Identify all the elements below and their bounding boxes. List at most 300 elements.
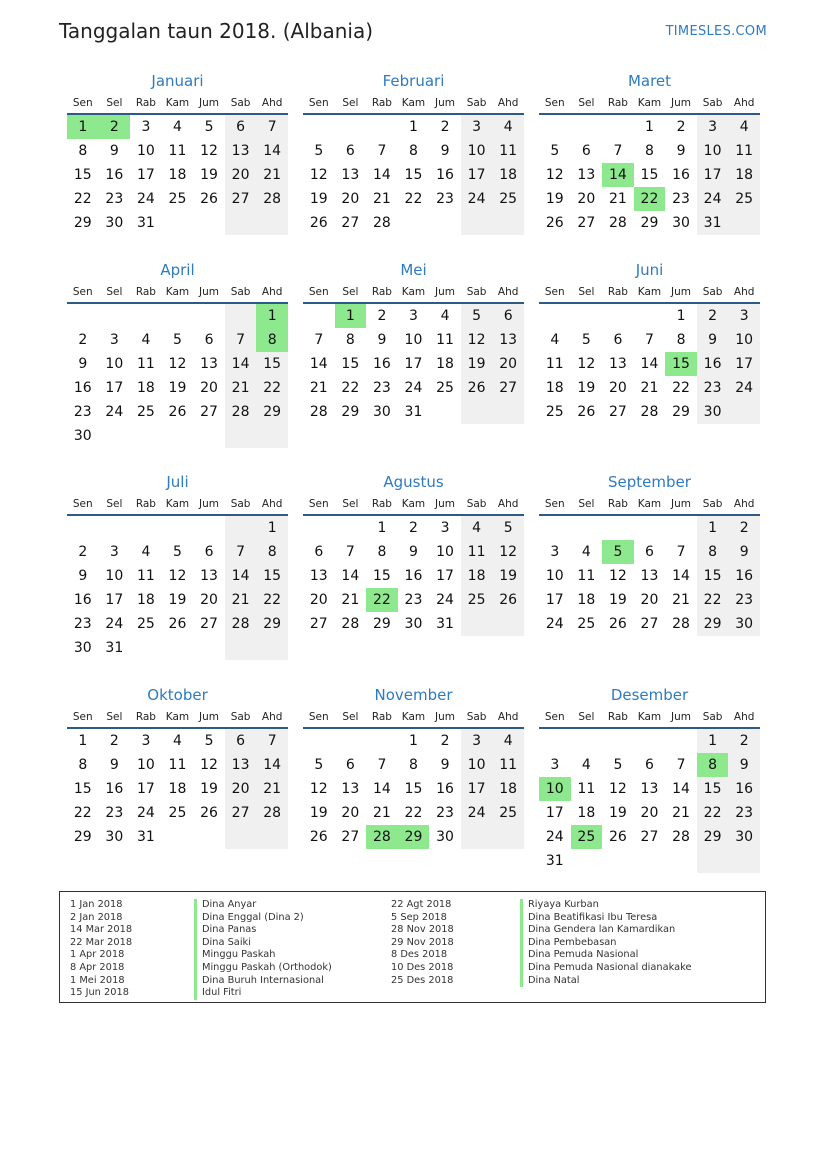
month-september	[539, 472, 760, 636]
empty-cell	[539, 304, 571, 328]
day-cell: 5	[204, 733, 214, 749]
weekday-label: Rab	[135, 498, 156, 510]
day-cell: 13	[225, 753, 257, 777]
day-cell: 3	[141, 119, 151, 135]
month-juli	[67, 472, 288, 660]
day-cell: 1	[409, 119, 418, 135]
empty-cell	[67, 516, 99, 540]
empty-cell	[728, 849, 760, 873]
empty-cell	[492, 400, 524, 424]
month-maret	[539, 71, 760, 235]
day-cell: 4	[141, 332, 151, 348]
day-cell: 29	[672, 404, 690, 420]
weekday-label: Sab	[702, 498, 723, 510]
empty-cell	[303, 115, 335, 139]
day-cell: 20	[608, 380, 627, 396]
legend-holiday-name: Dina Beatifikasi Ibu Teresa	[520, 912, 691, 925]
legend-date: 10 Des 2018	[391, 961, 454, 973]
day-cell: 13	[309, 568, 328, 584]
day-cell: 21	[672, 592, 690, 608]
day-cell: 2	[697, 304, 729, 328]
day-cell: 17	[461, 163, 493, 187]
weekday-label: Rab	[135, 97, 156, 109]
day-cell: 13	[492, 328, 524, 352]
day-cell: 2	[78, 544, 88, 560]
weekday-label: Sel	[578, 498, 595, 510]
month-name: Maret	[627, 72, 672, 90]
day-cell: 6	[492, 304, 524, 328]
day-cell: 13	[225, 139, 257, 163]
day-cell: 24	[461, 187, 493, 211]
weekday-label: Ahd	[261, 711, 283, 723]
day-cell: 22	[672, 380, 690, 396]
day-cell: 9	[440, 143, 450, 159]
day-cell: 6	[225, 115, 257, 139]
weekday-label: Sel	[106, 97, 123, 109]
empty-cell	[398, 211, 430, 235]
empty-cell	[303, 729, 335, 753]
weekday-header	[539, 496, 760, 513]
day-cell: 20	[577, 191, 596, 207]
day-cell: 17	[105, 592, 124, 608]
empty-cell	[193, 516, 225, 540]
day-cell: 19	[168, 380, 187, 396]
weekday-label: Sab	[466, 498, 487, 510]
month-november	[303, 685, 524, 849]
weekday-label: Sen	[308, 97, 329, 109]
day-grid	[539, 115, 760, 235]
day-cell: 12	[309, 167, 328, 183]
day-cell: 4	[581, 757, 591, 773]
holiday-day-cell: 1	[67, 115, 99, 139]
day-cell: 7	[256, 729, 288, 753]
weekday-label: Sel	[578, 711, 595, 723]
day-cell: 29	[256, 612, 288, 636]
holiday-day-cell: 22	[634, 187, 666, 211]
weekday-label: Kam	[401, 711, 426, 723]
empty-cell	[225, 424, 257, 448]
day-cell: 23	[697, 376, 729, 400]
month-name: Oktober	[147, 686, 208, 704]
day-cell: 18	[492, 777, 524, 801]
day-cell: 1	[676, 308, 686, 324]
day-cell: 19	[577, 380, 596, 396]
day-cell: 26	[168, 404, 187, 420]
day-cell: 8	[409, 757, 418, 773]
day-cell: 9	[377, 332, 387, 348]
day-cell: 18	[728, 163, 760, 187]
day-cell: 18	[136, 380, 155, 396]
day-cell: 3	[109, 544, 119, 560]
day-cell: 8	[377, 544, 387, 560]
day-cell: 24	[436, 592, 454, 608]
day-cell: 9	[78, 356, 88, 372]
day-cell: 6	[204, 332, 214, 348]
day-cell: 11	[728, 139, 760, 163]
day-cell: 23	[672, 191, 690, 207]
empty-cell	[366, 115, 398, 139]
legend-date: 1 Mei 2018	[70, 974, 125, 986]
weekday-label: Ahd	[261, 498, 283, 510]
weekday-label: Sen	[72, 286, 93, 298]
day-grid	[303, 115, 524, 235]
empty-cell	[256, 424, 288, 448]
day-cell: 8	[345, 332, 355, 348]
day-cell: 27	[577, 215, 596, 231]
day-grid	[67, 729, 288, 849]
empty-cell	[539, 729, 571, 753]
day-cell: 30	[728, 825, 760, 849]
day-cell: 21	[640, 380, 659, 396]
day-cell: 16	[436, 167, 454, 183]
weekday-label: Ahd	[497, 498, 519, 510]
day-cell: 31	[436, 616, 454, 632]
day-grid	[67, 516, 288, 660]
day-cell: 8	[256, 540, 288, 564]
legend-dates-col-1	[70, 899, 132, 1000]
legend-holiday-name: Minggu Paskah	[194, 949, 332, 962]
empty-cell	[571, 849, 603, 873]
empty-cell	[256, 211, 288, 235]
empty-cell	[130, 516, 162, 540]
site-logo-link[interactable]: TIMESLES.COM	[665, 24, 767, 39]
day-grid	[67, 304, 288, 448]
empty-cell	[602, 115, 634, 139]
day-cell: 12	[200, 757, 218, 773]
day-cell: 16	[728, 777, 760, 801]
weekday-header	[67, 496, 288, 513]
weekday-label: Sel	[342, 286, 359, 298]
holiday-day-cell: 2	[99, 115, 131, 139]
day-grid	[539, 516, 760, 636]
day-cell: 14	[672, 781, 690, 797]
empty-cell	[492, 211, 524, 235]
empty-cell	[193, 825, 225, 849]
empty-cell	[162, 516, 194, 540]
day-cell: 24	[404, 380, 423, 396]
weekday-label: Kam	[165, 97, 190, 109]
empty-cell	[602, 849, 634, 873]
day-cell: 23	[105, 191, 124, 207]
weekday-label: Ahd	[497, 286, 519, 298]
empty-cell	[67, 304, 99, 328]
day-cell: 18	[168, 167, 187, 183]
day-cell: 21	[225, 588, 257, 612]
day-cell: 19	[492, 564, 524, 588]
holiday-day-cell: 5	[602, 540, 634, 564]
month-name: April	[160, 261, 195, 279]
day-cell: 20	[225, 777, 257, 801]
empty-cell	[162, 825, 194, 849]
weekday-label: Jum	[671, 286, 692, 298]
day-cell: 3	[550, 544, 560, 560]
day-cell: 15	[404, 167, 423, 183]
day-cell: 23	[404, 592, 423, 608]
legend-holiday-name: Dina Saiki	[194, 937, 332, 950]
weekday-label: Ahd	[497, 97, 519, 109]
day-cell: 1	[697, 516, 729, 540]
empty-cell	[335, 516, 367, 540]
day-cell: 10	[728, 328, 760, 352]
day-cell: 31	[136, 215, 155, 231]
day-cell: 7	[345, 544, 355, 560]
weekday-label: Kam	[637, 286, 662, 298]
day-cell: 21	[225, 376, 257, 400]
day-cell: 6	[314, 544, 324, 560]
empty-cell	[366, 729, 398, 753]
day-cell: 17	[436, 568, 454, 584]
weekday-label: Sab	[466, 97, 487, 109]
day-cell: 18	[577, 805, 596, 821]
day-cell: 3	[440, 520, 450, 536]
day-cell: 18	[461, 564, 493, 588]
weekday-header	[539, 284, 760, 301]
day-cell: 12	[168, 356, 187, 372]
day-cell: 27	[309, 616, 328, 632]
day-cell: 8	[645, 143, 654, 159]
weekday-label: Ahd	[733, 711, 755, 723]
weekday-label: Sel	[342, 97, 359, 109]
day-cell: 16	[73, 592, 92, 608]
legend-date: 14 Mar 2018	[70, 924, 133, 936]
empty-cell	[429, 211, 461, 235]
day-cell: 18	[436, 356, 454, 372]
day-cell: 16	[372, 356, 391, 372]
weekday-label: Sen	[544, 711, 565, 723]
empty-cell	[130, 304, 162, 328]
day-cell: 12	[461, 328, 493, 352]
day-cell: 30	[672, 215, 690, 231]
day-cell: 6	[345, 757, 355, 773]
day-cell: 14	[341, 568, 360, 584]
day-cell: 11	[436, 332, 454, 348]
empty-cell	[665, 729, 697, 753]
weekday-label: Sen	[544, 286, 565, 298]
day-cell: 29	[640, 215, 659, 231]
day-cell: 5	[204, 119, 214, 135]
empty-cell	[193, 424, 225, 448]
holiday-day-cell: 1	[335, 304, 367, 328]
weekday-label: Jum	[435, 498, 456, 510]
empty-cell	[665, 516, 697, 540]
day-cell: 26	[309, 829, 328, 845]
day-cell: 22	[697, 801, 729, 825]
legend-date: 2 Jan 2018	[70, 911, 123, 923]
day-cell: 24	[461, 801, 493, 825]
day-cell: 13	[341, 167, 360, 183]
weekday-label: Jum	[671, 711, 692, 723]
day-cell: 20	[492, 352, 524, 376]
legend-holiday-name: Minggu Paskah (Orthodok)	[194, 962, 332, 975]
legend-holiday-name: Dina Natal	[520, 975, 691, 988]
legend-date: 22 Agt 2018	[391, 899, 452, 910]
day-cell: 11	[492, 753, 524, 777]
day-cell: 8	[409, 143, 418, 159]
day-cell: 5	[314, 757, 324, 773]
day-cell: 25	[168, 191, 187, 207]
day-cell: 10	[105, 356, 124, 372]
day-cell: 17	[136, 781, 155, 797]
day-cell: 23	[372, 380, 391, 396]
day-cell: 18	[577, 592, 596, 608]
empty-cell	[225, 516, 257, 540]
day-cell: 28	[225, 400, 257, 424]
day-cell: 6	[345, 143, 355, 159]
legend-holiday-name: Idul Fitri	[194, 987, 332, 1000]
day-cell: 21	[256, 163, 288, 187]
day-cell: 2	[440, 733, 450, 749]
empty-cell	[728, 211, 760, 235]
day-cell: 14	[372, 781, 391, 797]
weekday-header	[303, 284, 524, 301]
day-cell: 19	[309, 805, 328, 821]
month-name: Januari	[151, 72, 204, 90]
weekday-label: Sen	[72, 711, 93, 723]
empty-cell	[162, 424, 194, 448]
day-cell: 9	[440, 757, 450, 773]
weekday-label: Rab	[607, 711, 628, 723]
weekday-label: Sen	[308, 498, 329, 510]
weekday-label: Kam	[165, 286, 190, 298]
day-cell: 24	[105, 404, 124, 420]
weekday-header	[67, 709, 288, 726]
day-cell: 9	[109, 757, 119, 773]
day-cell: 19	[545, 191, 564, 207]
day-cell: 7	[613, 143, 623, 159]
month-name: Mei	[400, 261, 427, 279]
day-cell: 31	[697, 211, 729, 235]
holiday-day-cell: 8	[697, 753, 729, 777]
day-cell: 21	[309, 380, 328, 396]
day-cell: 19	[608, 592, 627, 608]
empty-cell	[99, 424, 131, 448]
day-cell: 2	[78, 332, 88, 348]
day-cell: 23	[105, 805, 124, 821]
day-cell: 3	[461, 115, 493, 139]
day-cell: 9	[728, 753, 760, 777]
day-cell: 7	[377, 143, 387, 159]
legend-holiday-name: Dina Enggal (Dina 2)	[194, 912, 332, 925]
day-cell: 4	[728, 115, 760, 139]
day-cell: 2	[109, 733, 119, 749]
day-cell: 14	[309, 356, 328, 372]
day-cell: 21	[372, 191, 391, 207]
day-cell: 12	[608, 781, 627, 797]
empty-cell	[303, 516, 335, 540]
day-cell: 27	[200, 404, 218, 420]
day-cell: 26	[492, 588, 524, 612]
day-cell: 9	[728, 540, 760, 564]
empty-cell	[130, 636, 162, 660]
day-cell: 17	[136, 167, 155, 183]
weekday-label: Sen	[308, 286, 329, 298]
day-cell: 16	[404, 568, 423, 584]
day-cell: 20	[640, 805, 659, 821]
day-cell: 30	[728, 612, 760, 636]
empty-cell	[539, 516, 571, 540]
day-cell: 2	[377, 308, 387, 324]
day-cell: 28	[341, 616, 360, 632]
legend-date: 8 Des 2018	[391, 949, 448, 961]
month-name: Agustus	[383, 473, 444, 491]
day-cell: 28	[372, 215, 391, 231]
day-cell: 5	[581, 332, 591, 348]
day-cell: 18	[545, 380, 564, 396]
holiday-day-cell: 14	[602, 163, 634, 187]
day-cell: 28	[640, 404, 659, 420]
weekday-header	[303, 709, 524, 726]
day-cell: 7	[645, 332, 654, 348]
day-cell: 28	[256, 801, 288, 825]
weekday-label: Jum	[435, 711, 456, 723]
legend-holiday-name: Dina Pemuda Nasional	[520, 949, 691, 962]
weekday-label: Jum	[199, 97, 220, 109]
day-cell: 7	[676, 757, 686, 773]
weekday-label: Ahd	[261, 97, 283, 109]
day-cell: 22	[256, 588, 288, 612]
weekday-label: Ahd	[261, 286, 283, 298]
day-cell: 6	[645, 544, 654, 560]
legend-date: 28 Nov 2018	[391, 924, 454, 936]
weekday-label: Kam	[401, 498, 426, 510]
day-grid	[539, 304, 760, 424]
day-cell: 25	[136, 404, 155, 420]
day-cell: 5	[314, 143, 324, 159]
empty-cell	[461, 612, 493, 636]
day-cell: 1	[645, 119, 654, 135]
day-cell: 24	[728, 376, 760, 400]
day-cell: 22	[256, 376, 288, 400]
empty-cell	[571, 115, 603, 139]
day-cell: 18	[168, 781, 187, 797]
day-cell: 7	[377, 757, 387, 773]
weekday-label: Rab	[607, 286, 628, 298]
weekday-header	[67, 95, 288, 112]
month-februari	[303, 71, 524, 235]
day-cell: 23	[73, 404, 92, 420]
month-juni	[539, 260, 760, 424]
day-cell: 17	[697, 163, 729, 187]
day-cell: 15	[73, 781, 92, 797]
day-cell: 22	[404, 191, 423, 207]
weekday-label: Sel	[578, 286, 595, 298]
day-cell: 30	[73, 640, 92, 656]
day-cell: 20	[200, 380, 218, 396]
weekday-label: Rab	[607, 498, 628, 510]
day-cell: 7	[225, 540, 257, 564]
holiday-legend	[59, 891, 766, 1003]
empty-cell	[225, 825, 257, 849]
weekday-label: Rab	[371, 286, 392, 298]
day-cell: 21	[341, 592, 360, 608]
day-cell: 11	[492, 139, 524, 163]
legend-holiday-name: Dina Panas	[194, 924, 332, 937]
empty-cell	[225, 304, 257, 328]
weekday-header	[67, 284, 288, 301]
weekday-label: Ahd	[733, 286, 755, 298]
weekday-label: Sel	[106, 711, 123, 723]
day-cell: 28	[256, 187, 288, 211]
month-mei	[303, 260, 524, 424]
legend-dates-col-2	[391, 899, 454, 987]
day-cell: 20	[225, 163, 257, 187]
day-cell: 5	[461, 304, 493, 328]
month-name: Juli	[166, 473, 189, 491]
day-cell: 25	[728, 187, 760, 211]
month-name: Februari	[382, 72, 445, 90]
empty-cell	[697, 849, 729, 873]
day-cell: 4	[173, 119, 182, 135]
